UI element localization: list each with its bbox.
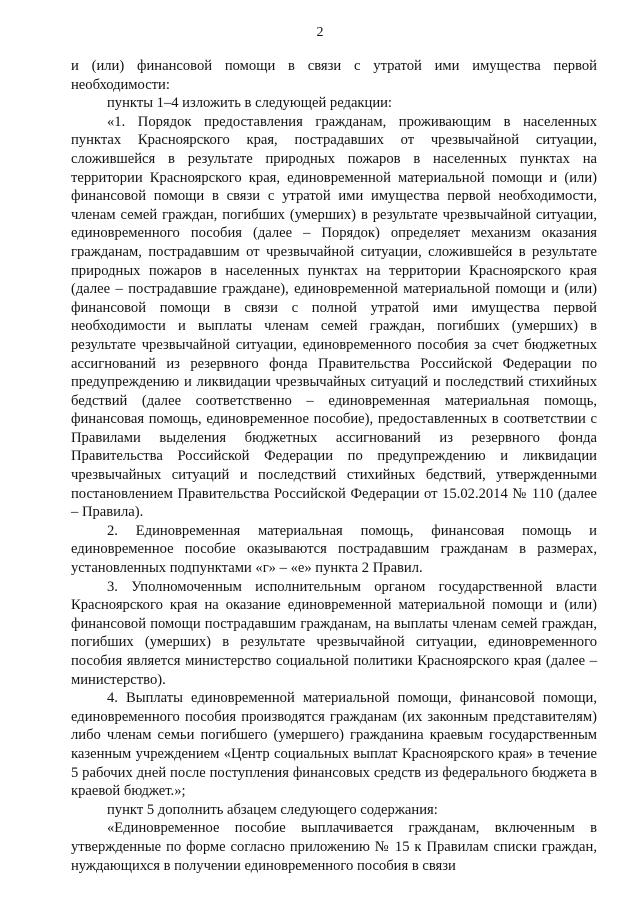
document-body: [71, 57, 597, 875]
paragraph-item-4: 4. Выплаты единовременной материальной помощи, финансовой помощи, единовременного пособия производятся гражданам (их законным представителям) либо членам семьи погибшего (умершего) гражданина краевым государственным казенным учреждением «Центр социальных выплат Красноярского края» в течение 5 рабочих дней после поступления финансовых средств из федерального бюджета в краевой бюджет.»;: [71, 690, 597, 800]
paragraph-item-2: 2. Единовременная материальная помощь, финансовая помощь и единовременное пособие оказываются пострадавшим гражданам в размерах, установленных подпунктами «г» – «е» пункта 2 Правил.: [71, 522, 597, 577]
page-number: 2: [316, 25, 324, 40]
paragraph-item-5-instruction: пункт 5 дополнить абзацем следующего содержания:: [107, 801, 438, 818]
paragraph-item-3: 3. Уполномоченным исполнительным органом государственной власти Красноярского края на оказание единовременной материальной помощи и (или) финансовой помощи пострадавшим гражданам, на выплаты членам семей граждан, погибших (умерших) в результате чрезвычайной ситуации, единовременного пособия является министерство социальной политики Красноярского края (далее – министерство).: [71, 578, 597, 688]
paragraph-item-5-addition: «Единовременное пособие выплачивается гражданам, включенным в утвержденные по форме согласно приложению № 15 к Правилам списки граждан, нуждающихся в получении единовременного пособия в связи: [71, 820, 597, 874]
paragraph-amendment-instruction: пункты 1–4 изложить в следующей редакции:: [107, 95, 392, 112]
paragraph-item-1: «1. Порядок предоставления гражданам, проживающим в населенных пунктах Красноярского края, пострадавших от чрезвычайной ситуации, сложившейся в результате природных пожаров в населенных пунктах на территории Красноярского края, единовременной материальной помощи и (или) финансовой помощи в связи с утратой ими имущества первой необходимости, членам семей граждан, погибших (умерших) в результате чрезвычайной ситуации, единовременного пособия (далее – Порядок) определяет механизм оказания гражданам, пострадавшим от чрезвычайной ситуации, сложившейся в результате природных пожаров в населенных пунктах на территории Красноярского края (далее – пострадавшие граждане), единовременной материальной помощи и (или) финансовой помощи в связи с полной утратой ими имущества первой необходимости и выплаты членам семей граждан, погибших (умерших) в результате чрезвычайной ситуации, единовременного пособия за счет бюджетных ассигнований из резервного фонда Правительства Российской Федерации по предупреждению и ликвидации чрезвычайных ситуаций и последствий стихийных бедствий (далее соответственно – единовременная материальная помощь, финансовая помощь, единовременное пособие), предоставленных в соответствии с Правилами выделения бюджетных ассигнований из резервного фонда Правительства Российской Федерации по предупреждению и ликвидации чрезвычайных ситуаций и последствий стихийных бедствий, утвержденными постановлением Правительства Российской Федерации от 15.02.2014 № 110 (далее – Правила).: [71, 113, 597, 521]
paragraph-intro-continuation: и (или) финансовой помощи в связи с утратой ими имущества первой необходимости:: [71, 58, 597, 93]
